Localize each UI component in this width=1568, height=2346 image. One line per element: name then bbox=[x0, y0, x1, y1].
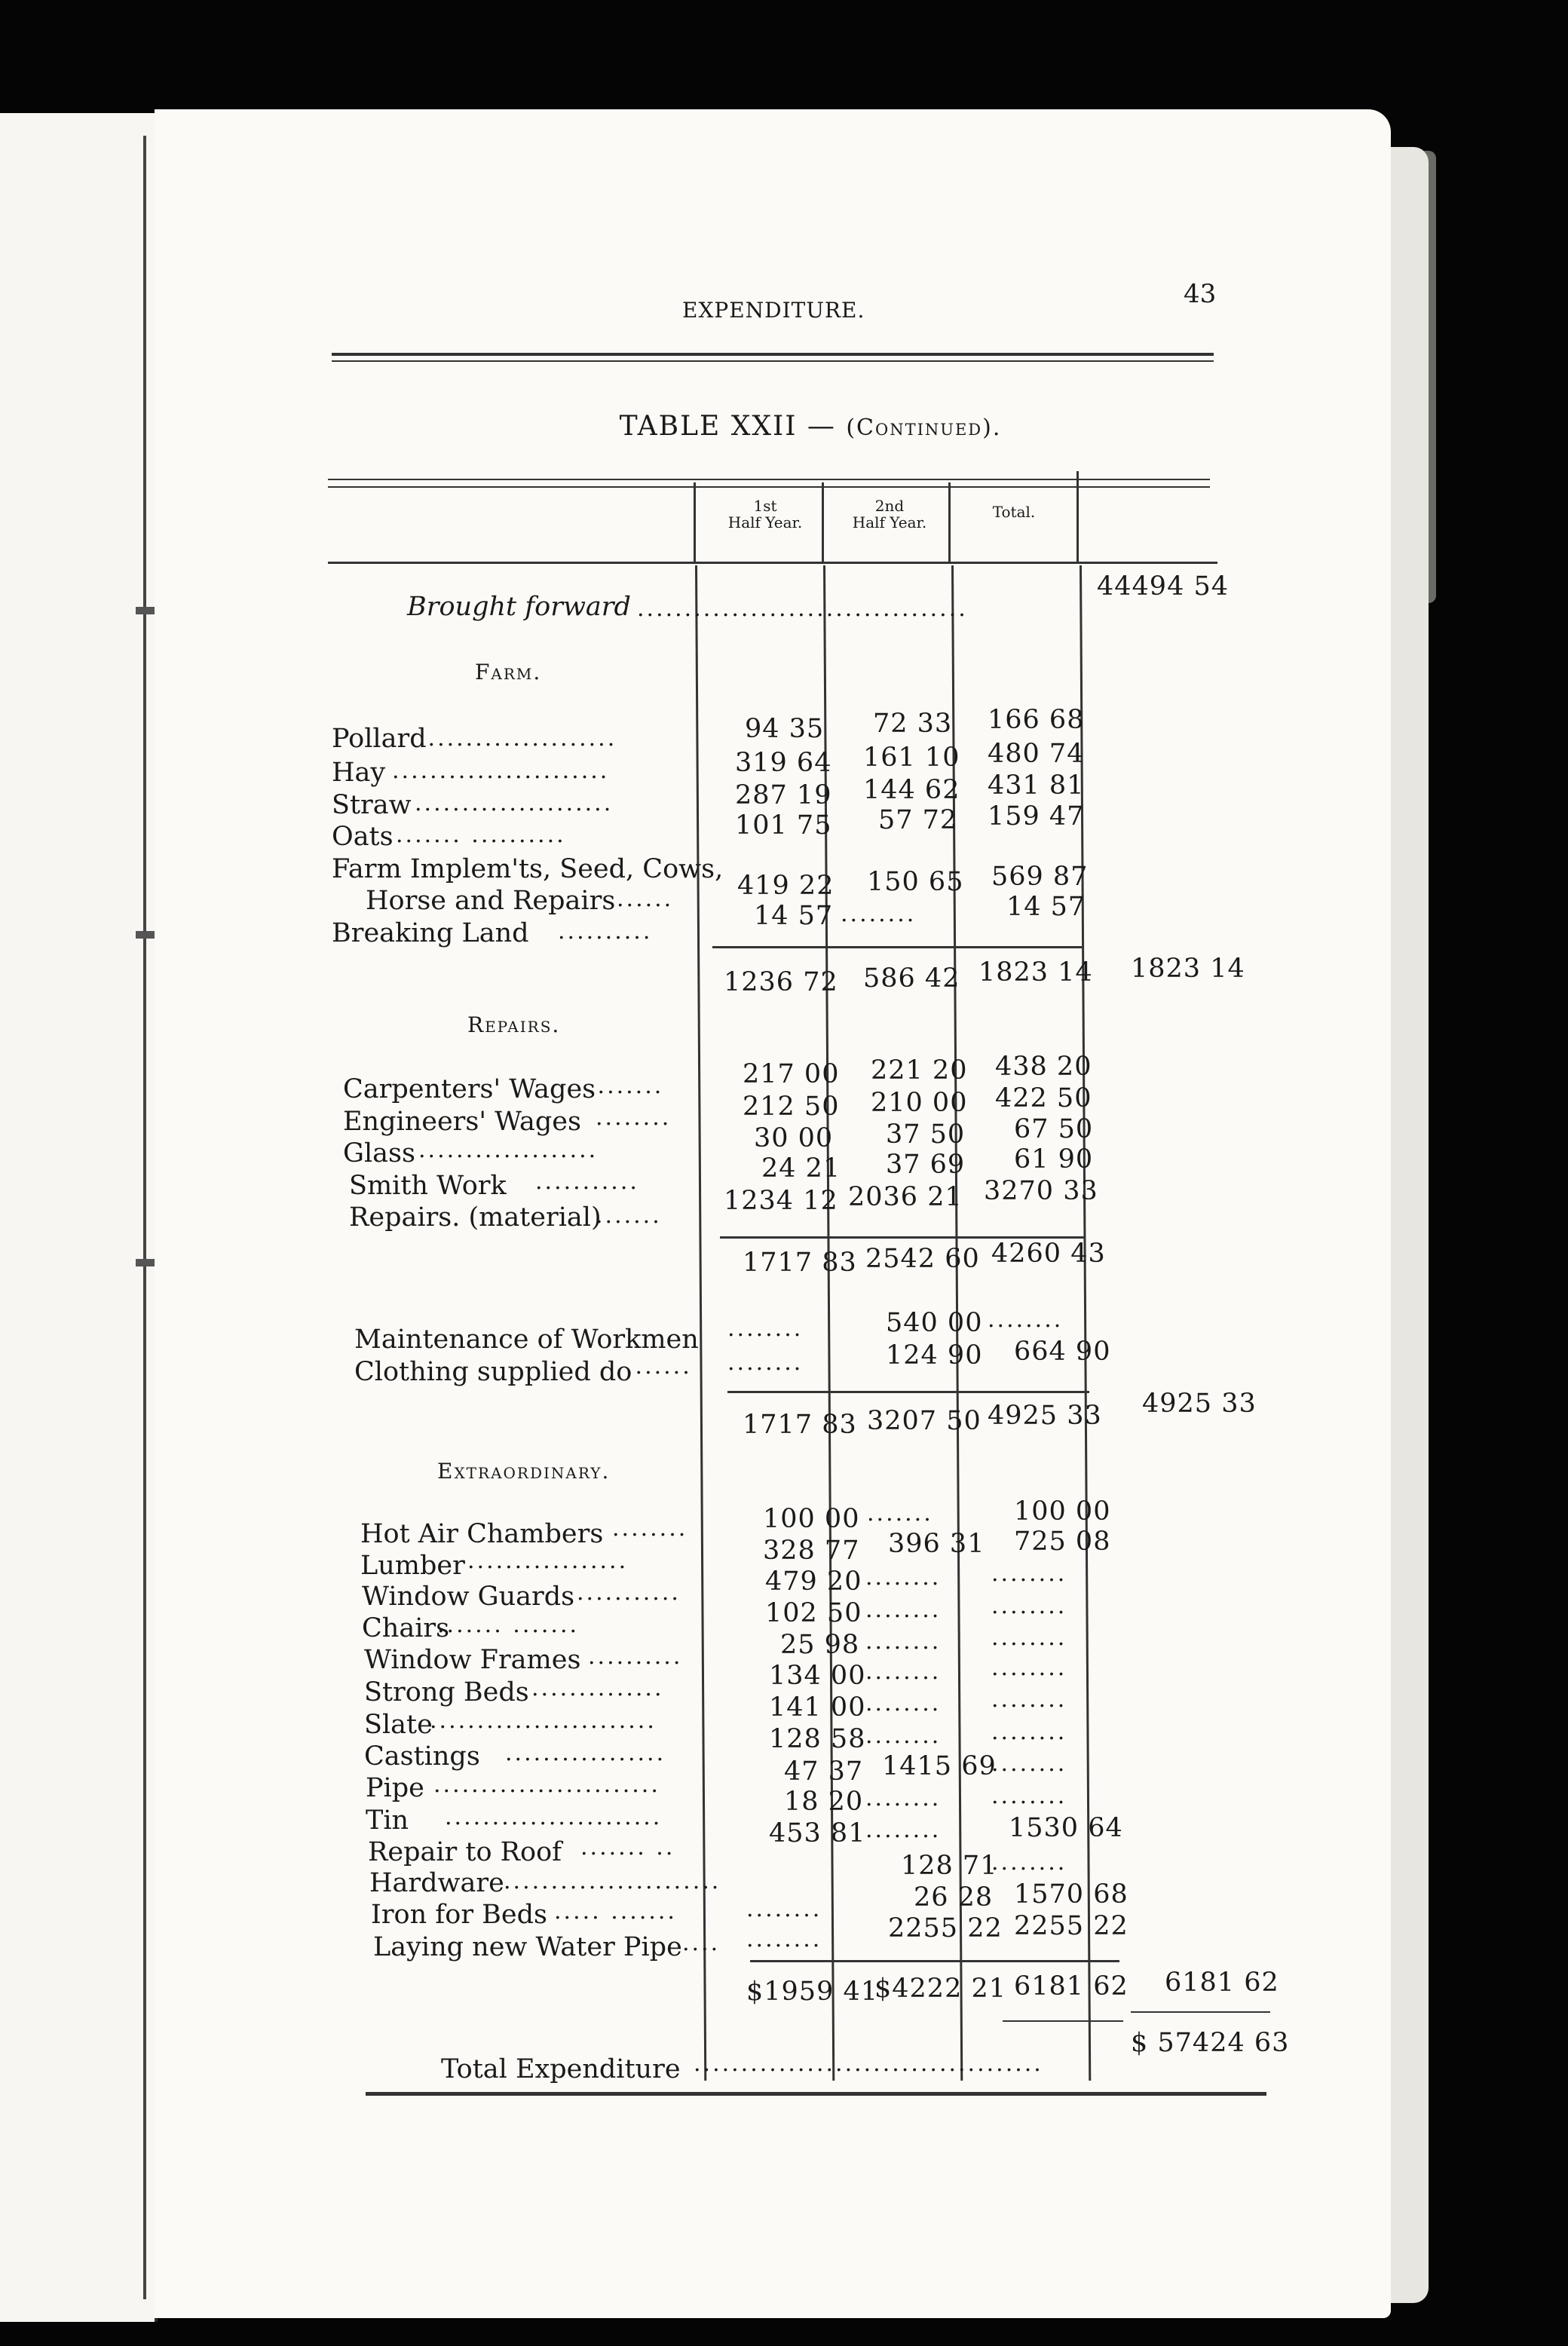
cell-h2: 396 31 bbox=[888, 1529, 985, 1559]
leader-dots: ........ bbox=[746, 1926, 822, 1952]
leader-dots: ....... bbox=[867, 1500, 933, 1527]
subtotal-rule bbox=[727, 1391, 1089, 1393]
leader-dots: ........ bbox=[991, 1625, 1067, 1651]
subtotal-total: 4925 33 bbox=[988, 1401, 1102, 1431]
cell-h1: 212 50 bbox=[743, 1092, 840, 1122]
cell-h1: 141 00 bbox=[769, 1692, 866, 1723]
column-header-first-half: 1st Half Year. bbox=[727, 497, 803, 531]
subtotal-total: 4260 43 bbox=[991, 1239, 1106, 1269]
cell-total: 431 81 bbox=[988, 770, 1085, 801]
leader-dots: ..................................... bbox=[694, 2050, 1043, 2077]
cell-total: 569 87 bbox=[991, 862, 1089, 892]
binding-line bbox=[143, 136, 146, 2299]
leader-dots: ........ bbox=[988, 1306, 1064, 1333]
leader-dots: ........ bbox=[727, 1349, 804, 1376]
page-edge bbox=[1391, 147, 1429, 2303]
cell-h2: 221 20 bbox=[871, 1055, 968, 1086]
cell-h2: 72 33 bbox=[873, 709, 953, 739]
cell-h1: 102 50 bbox=[765, 1598, 862, 1628]
leader-dots: ................. bbox=[467, 1548, 629, 1574]
row-label: Farm Implem'ts, Seed, Cows, bbox=[332, 854, 724, 884]
cell-h1: 1234 12 bbox=[724, 1186, 838, 1216]
leader-dots: ........... bbox=[577, 1579, 681, 1606]
total-rule bbox=[1003, 2020, 1123, 2022]
cell-total: 1530 64 bbox=[1009, 1813, 1123, 1843]
row-label: Straw bbox=[332, 790, 412, 820]
leader-dots: ........ bbox=[991, 1719, 1067, 1745]
leader-dots: .......... bbox=[558, 918, 653, 945]
leader-dots: ........ bbox=[991, 1686, 1067, 1713]
cell-h1: 25 98 bbox=[780, 1630, 860, 1660]
row-label: Iron for Beds bbox=[371, 1900, 547, 1930]
cell-h1: 128 58 bbox=[769, 1724, 866, 1754]
leader-dots: ................. bbox=[505, 1740, 666, 1766]
leader-dots: ........ bbox=[612, 1515, 688, 1542]
column-divider bbox=[1076, 471, 1079, 562]
cell-total: 725 08 bbox=[1014, 1527, 1111, 1557]
cell-h2: 144 62 bbox=[863, 775, 960, 805]
cell-h2: 128 71 bbox=[901, 1851, 998, 1881]
carried-total: 4925 33 bbox=[1142, 1389, 1257, 1419]
row-label: Breaking Land bbox=[332, 918, 529, 948]
row-label: Slate bbox=[364, 1710, 433, 1740]
leader-dots: ....................... bbox=[392, 758, 610, 784]
cell-h2: 124 90 bbox=[886, 1340, 983, 1371]
leader-dots: ....... .......... bbox=[396, 822, 566, 848]
cell-h2: 540 00 bbox=[886, 1308, 983, 1338]
cell-total: 159 47 bbox=[988, 801, 1085, 832]
row-label: Lumber bbox=[360, 1551, 465, 1581]
row-label: Chairs bbox=[362, 1613, 450, 1643]
leader-dots: ........... bbox=[535, 1168, 639, 1195]
cell-total: 67 50 bbox=[1014, 1114, 1094, 1144]
leader-dots: ........ bbox=[991, 1849, 1067, 1876]
cell-h1: 319 64 bbox=[735, 748, 832, 778]
leader-dots: .............. bbox=[531, 1675, 664, 1701]
row-label: Window Frames bbox=[364, 1645, 581, 1675]
row-label: Castings bbox=[364, 1741, 480, 1772]
row-label: Hay bbox=[332, 758, 386, 788]
cell-h1: 30 00 bbox=[754, 1123, 834, 1153]
column-header-total: Total. bbox=[992, 503, 1036, 521]
column-divider bbox=[694, 482, 696, 562]
cell-h2: 2036 21 bbox=[848, 1182, 963, 1212]
cell-total: 166 68 bbox=[988, 705, 1085, 735]
leader-dots: ....................... bbox=[504, 1868, 721, 1894]
row-label: Hardware bbox=[369, 1868, 504, 1898]
cell-h1: 134 00 bbox=[769, 1661, 866, 1691]
total-rule bbox=[1131, 2011, 1270, 2013]
subtotal-h1: 1717 83 bbox=[743, 1410, 857, 1440]
cell-h2: 150 65 bbox=[867, 867, 964, 897]
row-label: Clothing supplied do bbox=[354, 1357, 632, 1387]
facing-page bbox=[0, 113, 158, 2322]
cell-total: 3270 33 bbox=[984, 1176, 1098, 1206]
leader-dots: ........ bbox=[865, 1658, 942, 1685]
leader-dots: ........ bbox=[991, 1593, 1067, 1619]
leader-dots: ....... .. bbox=[580, 1834, 675, 1861]
subtotal-total: 1823 14 bbox=[978, 957, 1093, 988]
leader-dots: ........ bbox=[596, 1104, 672, 1131]
leader-dots: ................... bbox=[418, 1137, 599, 1163]
brought-forward-value: 44494 54 bbox=[1097, 571, 1230, 602]
subtotal-total: 6181 62 bbox=[1014, 1971, 1129, 2001]
cell-h2: 210 00 bbox=[871, 1088, 968, 1118]
row-label: Repair to Roof bbox=[368, 1837, 562, 1867]
cell-h1: 479 20 bbox=[765, 1567, 862, 1597]
leader-dots: ..................... bbox=[418, 725, 617, 752]
leader-dots: .......... bbox=[588, 1643, 683, 1670]
row-label: Strong Beds bbox=[364, 1677, 529, 1707]
cell-h2: 2255 22 bbox=[888, 1913, 1003, 1943]
leader-dots: ....... ....... bbox=[437, 1612, 580, 1638]
leader-dots: ........ bbox=[991, 1783, 1067, 1809]
carried-total: 1823 14 bbox=[1131, 954, 1245, 984]
row-label: Hot Air Chambers bbox=[360, 1519, 604, 1549]
cell-total: 664 90 bbox=[1014, 1337, 1111, 1367]
leader-dots: ........ bbox=[746, 1896, 822, 1922]
cell-total: 422 50 bbox=[995, 1083, 1092, 1113]
subtotal-h2: 2542 60 bbox=[865, 1244, 980, 1274]
cell-h1: 14 57 bbox=[754, 901, 834, 931]
row-label: Smith Work bbox=[349, 1171, 507, 1201]
leader-dots: ........ bbox=[865, 1597, 942, 1623]
leader-dots: ....... bbox=[596, 1202, 662, 1229]
leader-dots: ..................... bbox=[415, 790, 614, 816]
row-label: Window Guards bbox=[362, 1582, 575, 1612]
leader-dots: ................................... bbox=[637, 596, 968, 622]
leader-dots: ........................ bbox=[433, 1772, 660, 1798]
cell-h1: 453 81 bbox=[769, 1818, 866, 1848]
section-heading-repairs: Repairs. bbox=[467, 1012, 561, 1037]
subtotal-h2: $4222 21 bbox=[874, 1974, 1007, 2004]
cell-h1: 287 19 bbox=[735, 780, 832, 810]
leader-dots: ........ bbox=[865, 1785, 942, 1812]
total-expenditure-value: $ 57424 63 bbox=[1131, 2028, 1290, 2058]
cell-h2: 37 69 bbox=[886, 1150, 966, 1180]
leader-dots: ........ bbox=[991, 1655, 1067, 1681]
leader-dots: ........ bbox=[865, 1817, 942, 1843]
leader-dots: ....................... bbox=[445, 1804, 663, 1830]
row-label: Laying new Water Pipe bbox=[373, 1932, 682, 1962]
subtotal-rule bbox=[750, 1960, 1119, 1962]
column-header-second-half: 2nd Half Year. bbox=[852, 497, 927, 531]
row-label: Pipe bbox=[366, 1773, 424, 1803]
cell-h2: 57 72 bbox=[878, 805, 958, 835]
cell-h2: 161 10 bbox=[863, 743, 960, 773]
running-head: EXPENDITURE. bbox=[682, 298, 865, 323]
cell-h1: 217 00 bbox=[743, 1059, 840, 1089]
subtotal-rule bbox=[712, 946, 1082, 948]
row-label: Oats bbox=[332, 822, 394, 852]
column-divider bbox=[822, 482, 824, 562]
leader-dots: ........ bbox=[865, 1628, 942, 1655]
leader-dots: ....... bbox=[626, 1353, 692, 1380]
carried-total: 6181 62 bbox=[1165, 1968, 1279, 1998]
cell-h1: 101 75 bbox=[735, 810, 832, 841]
cell-h1: 419 22 bbox=[737, 871, 835, 901]
row-label: Repairs. (material) bbox=[349, 1202, 602, 1233]
row-label: Carpenters' Wages bbox=[343, 1074, 596, 1104]
cell-total: 61 90 bbox=[1014, 1144, 1094, 1175]
header-bottom-rule bbox=[328, 562, 1217, 564]
cell-total: 2255 22 bbox=[1014, 1911, 1129, 1941]
header-rule bbox=[332, 360, 1214, 362]
cell-h1: 100 00 bbox=[763, 1504, 860, 1534]
cell-h1: 18 20 bbox=[784, 1787, 864, 1817]
leader-dots: ........ bbox=[865, 1723, 942, 1749]
leader-dots: ..... ....... bbox=[554, 1898, 677, 1925]
subtotal-h2: 586 42 bbox=[863, 963, 960, 994]
subtotal-h1: $1959 41 bbox=[746, 1977, 879, 2007]
header-rule bbox=[332, 353, 1214, 356]
total-expenditure-label: Total Expenditure bbox=[441, 2054, 681, 2084]
row-label: Glass bbox=[343, 1138, 415, 1168]
leader-dots: ........ bbox=[865, 1564, 942, 1591]
section-heading-extraordinary: Extraordinary. bbox=[437, 1459, 611, 1484]
row-label: Tin bbox=[366, 1805, 409, 1836]
table-title: TABLE XXII — (Continued). bbox=[619, 411, 1002, 442]
row-label: Engineers' Wages bbox=[343, 1107, 581, 1137]
leader-dots: ...... bbox=[617, 886, 674, 912]
page-number: 43 bbox=[1184, 279, 1217, 309]
leader-dots: ........................ bbox=[430, 1707, 657, 1734]
row-label: Pollard bbox=[332, 724, 427, 754]
cell-total: 100 00 bbox=[1014, 1496, 1111, 1527]
leader-dots: ........ bbox=[865, 1690, 942, 1717]
cell-h1: 94 35 bbox=[745, 714, 825, 744]
bottom-rule bbox=[366, 2092, 1266, 2096]
cell-h1: 47 37 bbox=[784, 1756, 864, 1787]
subtotal-h1: 1236 72 bbox=[724, 967, 838, 997]
cell-h2: 37 50 bbox=[886, 1119, 966, 1150]
cell-total: 438 20 bbox=[995, 1052, 1092, 1082]
leader-dots: ........ bbox=[991, 1750, 1067, 1777]
column-divider bbox=[948, 482, 951, 562]
row-label: Maintenance of Workmen bbox=[354, 1325, 699, 1355]
section-heading-farm: Farm. bbox=[475, 660, 542, 685]
brought-forward-label: Brought forward bbox=[407, 592, 631, 622]
cell-total: 14 57 bbox=[1006, 892, 1086, 922]
leader-dots: ........ bbox=[727, 1315, 804, 1342]
leader-dots: ........ bbox=[991, 1560, 1067, 1587]
cell-h1: 24 21 bbox=[761, 1153, 841, 1184]
cell-total: 480 74 bbox=[988, 739, 1085, 769]
leader-dots: ........ bbox=[841, 901, 917, 927]
cell-h2: 26 28 bbox=[914, 1882, 994, 1913]
cell-h1: 328 77 bbox=[763, 1536, 860, 1566]
cell-total: 1570 68 bbox=[1014, 1879, 1129, 1910]
row-label: Horse and Repairs bbox=[366, 886, 616, 916]
cell-h2: 1415 69 bbox=[882, 1751, 997, 1781]
leader-dots: ........ bbox=[588, 1073, 664, 1099]
subtotal-h2: 3207 50 bbox=[867, 1406, 982, 1436]
subtotal-h1: 1717 83 bbox=[743, 1248, 857, 1278]
leader-dots: .... bbox=[682, 1930, 721, 1956]
